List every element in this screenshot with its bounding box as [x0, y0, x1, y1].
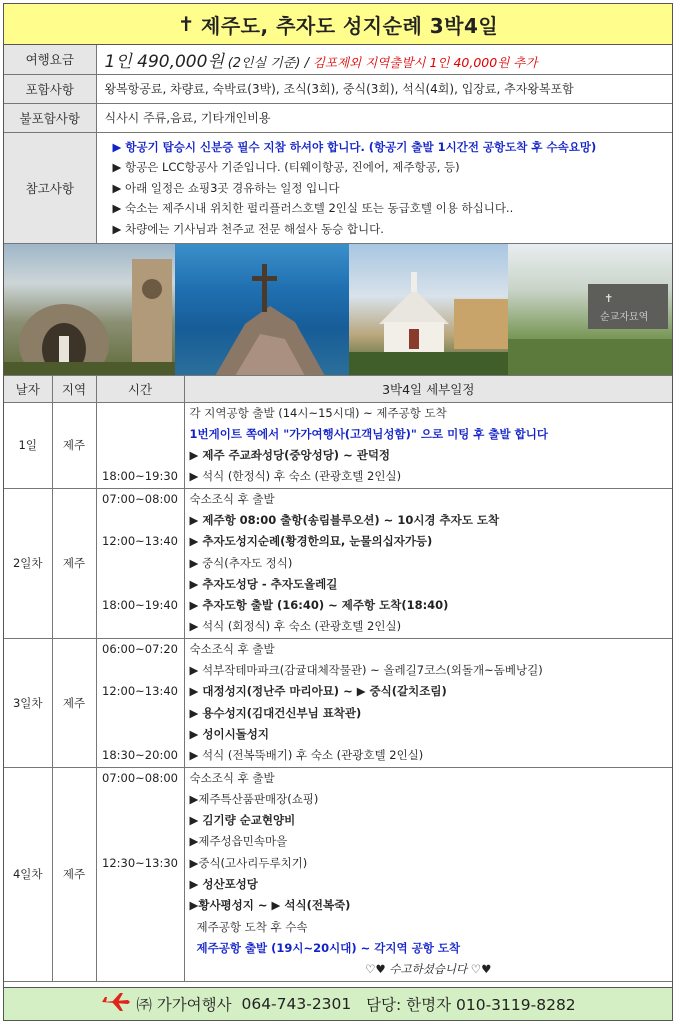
activity-item: ▶제주특산품판매장(쇼핑): [189, 791, 319, 806]
activity-item: ▶ 중식(추자도 정식): [189, 555, 293, 570]
activity-item: 숙소조식 후 출발: [189, 491, 275, 506]
day-label: 2일차: [4, 488, 52, 638]
excluded-row: [4, 103, 672, 132]
time-slot: [97, 917, 184, 938]
memorial-illustration: [508, 244, 672, 375]
activity-item: ▶ 제주 주교좌성당(중앙성당) ~ 관덕정: [189, 448, 391, 463]
region-label: 제주: [52, 767, 96, 981]
activity-item: ▶ 김기량 순교현양비: [189, 813, 296, 828]
activity-item: 숙소조식 후 출발: [189, 770, 275, 785]
activity-item: 숙소조식 후 출발: [189, 641, 275, 656]
time-slot: [97, 938, 184, 959]
note-item: ▶ 숙소는 제주시내 위치한 펄리플러스호텔 2인실 또는 동급호텔 이용 하십니다..: [112, 201, 514, 215]
included-value: 왕복항공료, 차량료, 숙박료(3박), 조식(3회), 중식(3회), 석식(4회), 입장료, 추자왕복포함: [96, 74, 672, 103]
cross-rock-illustration: [175, 244, 348, 375]
title-bar: [4, 4, 672, 45]
activity-item: ▶ 추자도항 출발 (16:40) ~ 제주항 도착(18:40): [189, 598, 449, 613]
activity-item: ▶중식(고사리두루치기): [189, 855, 308, 870]
time-slot: [97, 553, 184, 574]
note-item: ▶ 아래 일정은 쇼핑3곳 경유하는 일정 입니다: [112, 180, 340, 195]
memorial-sign-text: 순교자묘역: [600, 312, 649, 323]
notes-label: 참고사항: [4, 132, 96, 244]
company-name: ㈜ 가가여행사: [136, 996, 232, 1014]
photo-strip: [4, 244, 672, 376]
note-item: ▶ 항공기 탑승시 신분증 필수 지참 하셔야 합니다. (항공기 출발 1시간전 공항도착 후 수속요망): [112, 139, 597, 154]
itinerary-sheet: [3, 3, 673, 1021]
activity-item: ▶ 제주항 08:00 출항(송림블루오션) ~ 10시경 추자도 도착: [189, 512, 500, 527]
notes-value: [96, 132, 672, 244]
activity-item: ▶ 석부작테마파크(감귤대체작물관) ~ 올레길7코스(외돌개~돔베낭길): [189, 663, 543, 678]
time-slot: [97, 660, 184, 681]
day-row-2: [4, 488, 672, 638]
page-title: 제주도, 추자도 성지순례 3박4일: [201, 13, 499, 38]
activity-item: ▶ 석식 (회정식) 후 숙소 (관광호텔 2인실): [189, 619, 402, 634]
activity-item: 1번게이트 쪽에서 "가가여행사(고객님성함)" 으로 미팅 후 출발 합니다: [189, 426, 548, 441]
time-slot: [97, 789, 184, 810]
price-sub: (2인실 기준) /: [227, 55, 309, 71]
activity-item: ▶황사평성지 ~ ▶ 석식(전복죽): [189, 898, 351, 913]
memorial-cross: ✝: [604, 292, 614, 305]
activity-item: 제주공항 출발 (19시~20시대) ~ 각지역 공항 도착: [196, 940, 461, 955]
contact-person[interactable]: 담당: 한명자 010-3119-8282: [366, 996, 576, 1014]
time-slot: 18:00~19:30: [102, 469, 178, 484]
activity-item: ▶ 용수성지(김대건신부님 표착관): [189, 705, 362, 720]
region-label: 제주: [52, 488, 96, 638]
church-illustration: [349, 244, 509, 375]
price-row: [4, 45, 672, 74]
notes-row: [4, 132, 672, 244]
note-item: ▶ 차량에는 기사님과 천주교 전문 해설사 동승 합니다.: [112, 221, 384, 236]
day-label: 3일차: [4, 638, 52, 767]
time-slot: [97, 959, 184, 980]
activity-item: ▶제주성읍민속마을: [189, 834, 288, 849]
closing-message: ♡♥ 수고하셨습니다 ♡♥: [365, 962, 492, 977]
time-slot: 18:00~19:40: [102, 598, 178, 613]
photo-grotto: [4, 244, 175, 375]
time-slot: [97, 874, 184, 895]
time-slot: [97, 810, 184, 831]
time-slot: [97, 445, 184, 466]
time-slot: 07:00~08:00: [102, 491, 178, 506]
time-column: [96, 767, 184, 981]
grotto-illustration: [4, 244, 175, 375]
time-slot: [97, 616, 184, 637]
schedule-header-row: [4, 376, 672, 402]
time-slot: 12:00~13:40: [102, 534, 178, 549]
price-label: 여행요금: [4, 45, 96, 74]
activity-column: [184, 488, 672, 638]
time-slot: [97, 703, 184, 724]
time-slot: 06:00~07:20: [102, 641, 178, 656]
time-slot: [97, 574, 184, 595]
activity-item: 제주공항 도착 후 수속: [196, 919, 308, 934]
time-slot: [97, 403, 184, 424]
time-slot: [97, 831, 184, 852]
region-label: 제주: [52, 402, 96, 488]
time-slot: [97, 510, 184, 531]
header-itinerary: 3박4일 세부일정: [184, 376, 672, 402]
excluded-value: 식사시 주류,음료, 기타개인비용: [96, 103, 672, 132]
time-slot: 12:30~13:30: [102, 855, 178, 870]
region-label: 제주: [52, 638, 96, 767]
day-label: 1일: [4, 402, 52, 488]
time-slot: 18:30~20:00: [102, 748, 178, 763]
day-row-3: [4, 638, 672, 767]
included-label: 포함사항: [4, 74, 96, 103]
time-column: [96, 402, 184, 488]
activity-item: ▶ 추자도성당 - 추자도올레길: [189, 576, 338, 591]
notes-list: [105, 133, 673, 244]
time-slot: 12:00~13:40: [102, 684, 178, 699]
photo-martyrs-memorial: [508, 244, 672, 375]
header-region: 지역: [52, 376, 96, 402]
time-slot: [97, 895, 184, 916]
info-table: [4, 45, 672, 244]
activity-column: [184, 402, 672, 488]
time-column: [96, 488, 184, 638]
time-slot: 07:00~08:00: [102, 770, 178, 785]
schedule-table: [4, 376, 672, 982]
price-value: [96, 45, 672, 74]
header-date: 날자: [4, 376, 52, 402]
day-row-1: [4, 402, 672, 488]
photo-cross-rock: [175, 244, 348, 375]
day-label: 4일차: [4, 767, 52, 981]
activity-item: ▶ 성산포성당: [189, 877, 258, 892]
cross-icon: ✝: [177, 12, 196, 36]
photo-church: [349, 244, 509, 375]
company-phone[interactable]: 064-743-2301: [241, 995, 352, 1013]
header-time: 시간: [96, 376, 184, 402]
airplane-logo-icon: [100, 991, 130, 1017]
price-main: 1인 490,000원: [104, 51, 224, 72]
footer: [4, 987, 672, 1020]
activity-item: 각 지역공항 출발 (14시~15시대) ~ 제주공항 도착: [189, 405, 447, 420]
time-slot: [97, 724, 184, 745]
activity-item: ▶ 석식 (한정식) 후 숙소 (관광호텔 2인실): [189, 469, 402, 484]
price-extra: 김포제외 지역출발시 1인 40,000원 추가: [312, 54, 538, 70]
activity-column: [184, 767, 672, 981]
activity-item: ▶ 대정성지(정난주 마리아묘) ~ ▶ 중식(갈치조림): [189, 684, 447, 699]
included-row: [4, 74, 672, 103]
day-row-4: [4, 767, 672, 981]
excluded-label: 불포함사항: [4, 103, 96, 132]
activity-item: ▶ 성이시돌성지: [189, 726, 270, 741]
time-column: [96, 638, 184, 767]
activity-item: ▶ 석식 (전복뚝배기) 후 숙소 (관광호텔 2인실): [189, 748, 424, 763]
activity-item: ▶ 추자도성지순례(황경한의묘, 눈물의십자가등): [189, 534, 433, 549]
activity-column: [184, 638, 672, 767]
note-item: ▶ 항공은 LCC항공사 기준입니다. (티웨이항공, 진에어, 제주항공, 등): [112, 160, 460, 174]
time-slot: [97, 424, 184, 445]
